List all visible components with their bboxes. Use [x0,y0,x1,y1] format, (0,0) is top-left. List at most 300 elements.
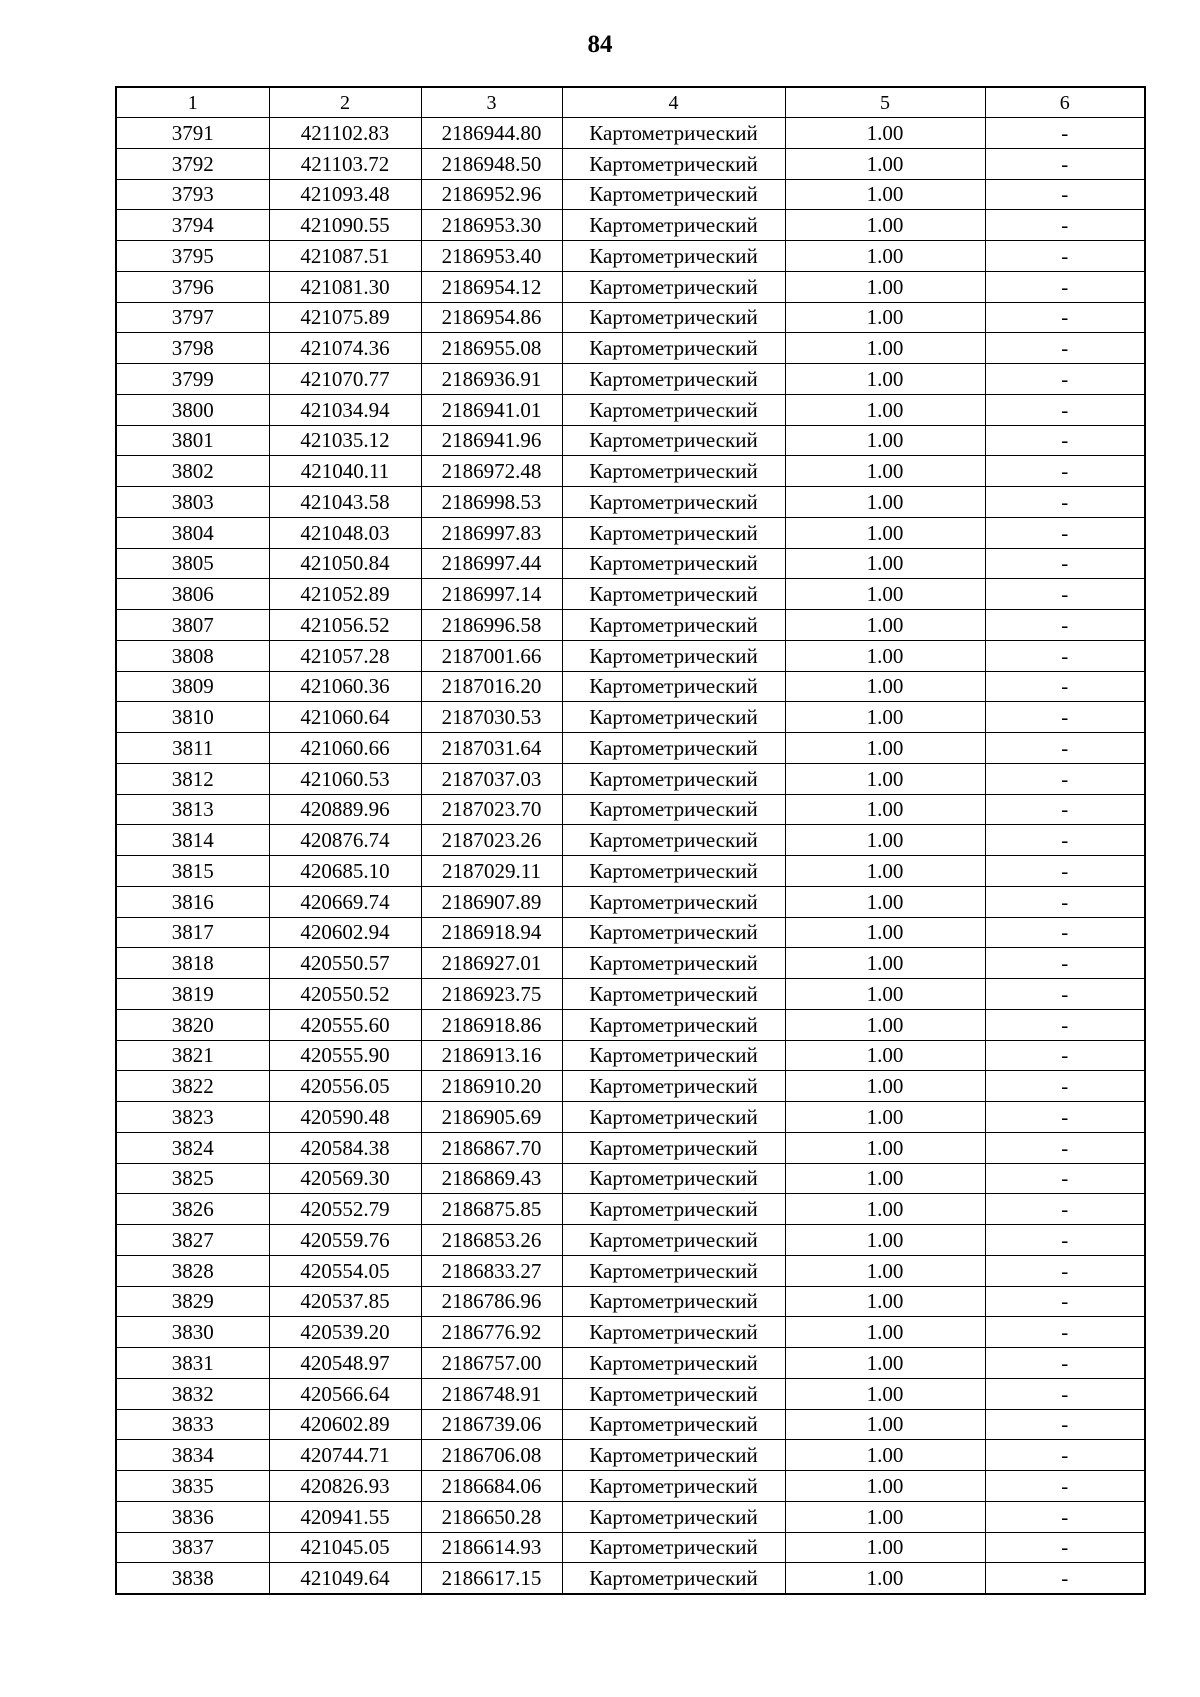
accuracy-cell: 1.00 [785,456,985,487]
accuracy-cell: 1.00 [785,1225,985,1256]
y-coordinate-cell: 2186918.86 [421,1009,562,1040]
note-cell: - [985,487,1145,518]
y-coordinate-cell: 2186998.53 [421,487,562,518]
y-coordinate-cell: 2186952.96 [421,179,562,210]
table-row [116,425,1145,456]
note-cell: - [985,886,1145,917]
note-cell: - [985,917,1145,948]
x-coordinate-cell: 421081.30 [269,271,421,302]
y-coordinate-cell: 2186954.12 [421,271,562,302]
table-row [116,794,1145,825]
point-number-cell: 3834 [116,1440,269,1471]
note-cell: - [985,610,1145,641]
method-cell: Картометрический [562,886,785,917]
coordinates-table [115,86,1146,1595]
table-row [116,1163,1145,1194]
table-row [116,456,1145,487]
x-coordinate-cell: 420941.55 [269,1501,421,1532]
method-cell: Картометрический [562,1225,785,1256]
y-coordinate-cell: 2186867.70 [421,1132,562,1163]
y-coordinate-cell: 2186997.14 [421,579,562,610]
note-cell: - [985,1501,1145,1532]
method-cell: Картометрический [562,394,785,425]
point-number-cell: 3826 [116,1194,269,1225]
x-coordinate-cell: 421034.94 [269,394,421,425]
note-cell: - [985,702,1145,733]
method-cell: Картометрический [562,1563,785,1594]
point-number-cell: 3805 [116,548,269,579]
y-coordinate-cell: 2186748.91 [421,1378,562,1409]
y-coordinate-cell: 2186910.20 [421,1071,562,1102]
x-coordinate-cell: 420539.20 [269,1317,421,1348]
accuracy-cell: 1.00 [785,118,985,149]
y-coordinate-cell: 2186955.08 [421,333,562,364]
note-cell: - [985,1440,1145,1471]
method-cell: Картометрический [562,1255,785,1286]
note-cell: - [985,1194,1145,1225]
y-coordinate-cell: 2187031.64 [421,733,562,764]
accuracy-cell: 1.00 [785,702,985,733]
table-row [116,271,1145,302]
column-header: 6 [985,87,1145,118]
point-number-cell: 3792 [116,148,269,179]
method-cell: Картометрический [562,671,785,702]
x-coordinate-cell: 421070.77 [269,364,421,395]
method-cell: Картометрический [562,1040,785,1071]
x-coordinate-cell: 421060.66 [269,733,421,764]
accuracy-cell: 1.00 [785,1102,985,1133]
note-cell: - [985,364,1145,395]
column-header: 1 [116,87,269,118]
note-cell: - [985,640,1145,671]
x-coordinate-cell: 421040.11 [269,456,421,487]
x-coordinate-cell: 420826.93 [269,1471,421,1502]
page-number: 84 [587,31,613,58]
table-row [116,118,1145,149]
x-coordinate-cell: 420559.76 [269,1225,421,1256]
table-row [116,1440,1145,1471]
note-cell: - [985,241,1145,272]
x-coordinate-cell: 420552.79 [269,1194,421,1225]
table-row [116,579,1145,610]
point-number-cell: 3796 [116,271,269,302]
y-coordinate-cell: 2186907.89 [421,886,562,917]
accuracy-cell: 1.00 [785,1348,985,1379]
accuracy-cell: 1.00 [785,1501,985,1532]
table-row [116,333,1145,364]
column-header: 4 [562,87,785,118]
accuracy-cell: 1.00 [785,364,985,395]
point-number-cell: 3807 [116,610,269,641]
x-coordinate-cell: 421060.64 [269,702,421,733]
point-number-cell: 3830 [116,1317,269,1348]
note-cell: - [985,1009,1145,1040]
method-cell: Картометрический [562,1132,785,1163]
method-cell: Картометрический [562,1163,785,1194]
point-number-cell: 3798 [116,333,269,364]
y-coordinate-cell: 2186786.96 [421,1286,562,1317]
accuracy-cell: 1.00 [785,671,985,702]
y-coordinate-cell: 2186954.86 [421,302,562,333]
point-number-cell: 3835 [116,1471,269,1502]
note-cell: - [985,1409,1145,1440]
column-header: 5 [785,87,985,118]
accuracy-cell: 1.00 [785,917,985,948]
method-cell: Картометрический [562,302,785,333]
y-coordinate-cell: 2186739.06 [421,1409,562,1440]
note-cell: - [985,517,1145,548]
table-header-row [116,87,1145,118]
table-row [116,1348,1145,1379]
accuracy-cell: 1.00 [785,610,985,641]
table-row [116,1040,1145,1071]
y-coordinate-cell: 2186997.44 [421,548,562,579]
x-coordinate-cell: 420602.94 [269,917,421,948]
note-cell: - [985,302,1145,333]
method-cell: Картометрический [562,1102,785,1133]
table-body [116,118,1145,1595]
point-number-cell: 3791 [116,118,269,149]
accuracy-cell: 1.00 [785,1255,985,1286]
point-number-cell: 3832 [116,1378,269,1409]
method-cell: Картометрический [562,702,785,733]
note-cell: - [985,1255,1145,1286]
accuracy-cell: 1.00 [785,979,985,1010]
accuracy-cell: 1.00 [785,148,985,179]
y-coordinate-cell: 2187029.11 [421,856,562,887]
y-coordinate-cell: 2186923.75 [421,979,562,1010]
method-cell: Картометрический [562,979,785,1010]
accuracy-cell: 1.00 [785,517,985,548]
x-coordinate-cell: 420556.05 [269,1071,421,1102]
method-cell: Картометрический [562,763,785,794]
table-row [116,856,1145,887]
method-cell: Картометрический [562,1071,785,1102]
accuracy-cell: 1.00 [785,1409,985,1440]
table-row [116,364,1145,395]
note-cell: - [985,333,1145,364]
accuracy-cell: 1.00 [785,1440,985,1471]
y-coordinate-cell: 2186918.94 [421,917,562,948]
x-coordinate-cell: 420554.05 [269,1255,421,1286]
x-coordinate-cell: 421057.28 [269,640,421,671]
note-cell: - [985,579,1145,610]
accuracy-cell: 1.00 [785,1194,985,1225]
accuracy-cell: 1.00 [785,640,985,671]
note-cell: - [985,179,1145,210]
point-number-cell: 3833 [116,1409,269,1440]
y-coordinate-cell: 2186650.28 [421,1501,562,1532]
note-cell: - [985,1132,1145,1163]
point-number-cell: 3821 [116,1040,269,1071]
note-cell: - [985,763,1145,794]
note-cell: - [985,1317,1145,1348]
x-coordinate-cell: 421093.48 [269,179,421,210]
table-row [116,763,1145,794]
x-coordinate-cell: 421035.12 [269,425,421,456]
accuracy-cell: 1.00 [785,241,985,272]
x-coordinate-cell: 420548.97 [269,1348,421,1379]
point-number-cell: 3824 [116,1132,269,1163]
method-cell: Картометрический [562,364,785,395]
method-cell: Картометрический [562,148,785,179]
point-number-cell: 3799 [116,364,269,395]
y-coordinate-cell: 2186953.40 [421,241,562,272]
table-row [116,548,1145,579]
accuracy-cell: 1.00 [785,333,985,364]
point-number-cell: 3815 [116,856,269,887]
x-coordinate-cell: 421056.52 [269,610,421,641]
table-row [116,917,1145,948]
point-number-cell: 3801 [116,425,269,456]
x-coordinate-cell: 421090.55 [269,210,421,241]
method-cell: Картометрический [562,1194,785,1225]
point-number-cell: 3822 [116,1071,269,1102]
x-coordinate-cell: 421052.89 [269,579,421,610]
accuracy-cell: 1.00 [785,1317,985,1348]
point-number-cell: 3797 [116,302,269,333]
table-row [116,148,1145,179]
x-coordinate-cell: 420566.64 [269,1378,421,1409]
note-cell: - [985,1163,1145,1194]
x-coordinate-cell: 420537.85 [269,1286,421,1317]
note-cell: - [985,548,1145,579]
method-cell: Картометрический [562,1501,785,1532]
accuracy-cell: 1.00 [785,302,985,333]
accuracy-cell: 1.00 [785,210,985,241]
table-row [116,1102,1145,1133]
y-coordinate-cell: 2186944.80 [421,118,562,149]
method-cell: Картометрический [562,1009,785,1040]
point-number-cell: 3794 [116,210,269,241]
accuracy-cell: 1.00 [785,1286,985,1317]
y-coordinate-cell: 2186684.06 [421,1471,562,1502]
method-cell: Картометрический [562,210,785,241]
point-number-cell: 3819 [116,979,269,1010]
y-coordinate-cell: 2187016.20 [421,671,562,702]
method-cell: Картометрический [562,487,785,518]
table-row [116,394,1145,425]
method-cell: Картометрический [562,333,785,364]
method-cell: Картометрический [562,948,785,979]
note-cell: - [985,1532,1145,1563]
y-coordinate-cell: 2186936.91 [421,364,562,395]
accuracy-cell: 1.00 [785,425,985,456]
accuracy-cell: 1.00 [785,179,985,210]
table-row [116,487,1145,518]
note-cell: - [985,979,1145,1010]
x-coordinate-cell: 420889.96 [269,794,421,825]
accuracy-cell: 1.00 [785,1163,985,1194]
y-coordinate-cell: 2187037.03 [421,763,562,794]
y-coordinate-cell: 2186833.27 [421,1255,562,1286]
method-cell: Картометрический [562,241,785,272]
accuracy-cell: 1.00 [785,579,985,610]
note-cell: - [985,856,1145,887]
note-cell: - [985,1471,1145,1502]
note-cell: - [985,1378,1145,1409]
point-number-cell: 3808 [116,640,269,671]
accuracy-cell: 1.00 [785,1009,985,1040]
point-number-cell: 3803 [116,487,269,518]
y-coordinate-cell: 2187023.70 [421,794,562,825]
accuracy-cell: 1.00 [785,733,985,764]
table-row [116,517,1145,548]
note-cell: - [985,271,1145,302]
method-cell: Картометрический [562,425,785,456]
accuracy-cell: 1.00 [785,794,985,825]
x-coordinate-cell: 421049.64 [269,1563,421,1594]
table-row [116,1009,1145,1040]
note-cell: - [985,948,1145,979]
y-coordinate-cell: 2186776.92 [421,1317,562,1348]
accuracy-cell: 1.00 [785,1132,985,1163]
method-cell: Картометрический [562,825,785,856]
table-row [116,948,1145,979]
y-coordinate-cell: 2187030.53 [421,702,562,733]
accuracy-cell: 1.00 [785,394,985,425]
x-coordinate-cell: 421087.51 [269,241,421,272]
note-cell: - [985,148,1145,179]
note-cell: - [985,1348,1145,1379]
y-coordinate-cell: 2186927.01 [421,948,562,979]
table-row [116,302,1145,333]
x-coordinate-cell: 421075.89 [269,302,421,333]
x-coordinate-cell: 420590.48 [269,1102,421,1133]
point-number-cell: 3800 [116,394,269,425]
note-cell: - [985,456,1145,487]
method-cell: Картометрический [562,1409,785,1440]
point-number-cell: 3809 [116,671,269,702]
method-cell: Картометрический [562,1378,785,1409]
point-number-cell: 3825 [116,1163,269,1194]
y-coordinate-cell: 2186997.83 [421,517,562,548]
method-cell: Картометрический [562,610,785,641]
method-cell: Картометрический [562,1440,785,1471]
table-row [116,1071,1145,1102]
method-cell: Картометрический [562,794,785,825]
y-coordinate-cell: 2186757.00 [421,1348,562,1379]
point-number-cell: 3831 [116,1348,269,1379]
x-coordinate-cell: 420555.60 [269,1009,421,1040]
y-coordinate-cell: 2187023.26 [421,825,562,856]
point-number-cell: 3804 [116,517,269,548]
method-cell: Картометрический [562,1532,785,1563]
note-cell: - [985,1225,1145,1256]
accuracy-cell: 1.00 [785,548,985,579]
y-coordinate-cell: 2186905.69 [421,1102,562,1133]
column-header: 3 [421,87,562,118]
method-cell: Картометрический [562,271,785,302]
point-number-cell: 3810 [116,702,269,733]
point-number-cell: 3836 [116,1501,269,1532]
table-row [116,733,1145,764]
y-coordinate-cell: 2187001.66 [421,640,562,671]
x-coordinate-cell: 420584.38 [269,1132,421,1163]
method-cell: Картометрический [562,456,785,487]
x-coordinate-cell: 420744.71 [269,1440,421,1471]
accuracy-cell: 1.00 [785,825,985,856]
note-cell: - [985,210,1145,241]
column-header: 2 [269,87,421,118]
table-row [116,179,1145,210]
note-cell: - [985,1071,1145,1102]
table-row [116,1501,1145,1532]
point-number-cell: 3795 [116,241,269,272]
y-coordinate-cell: 2186614.93 [421,1532,562,1563]
point-number-cell: 3827 [116,1225,269,1256]
table-row [116,671,1145,702]
table-row [116,979,1145,1010]
method-cell: Картометрический [562,640,785,671]
x-coordinate-cell: 421102.83 [269,118,421,149]
table-row [116,210,1145,241]
y-coordinate-cell: 2186941.01 [421,394,562,425]
accuracy-cell: 1.00 [785,886,985,917]
y-coordinate-cell: 2186913.16 [421,1040,562,1071]
point-number-cell: 3816 [116,886,269,917]
method-cell: Картометрический [562,856,785,887]
y-coordinate-cell: 2186972.48 [421,456,562,487]
table-row [116,1194,1145,1225]
method-cell: Картометрический [562,1348,785,1379]
y-coordinate-cell: 2186941.96 [421,425,562,456]
method-cell: Картометрический [562,118,785,149]
y-coordinate-cell: 2186869.43 [421,1163,562,1194]
accuracy-cell: 1.00 [785,1563,985,1594]
x-coordinate-cell: 420685.10 [269,856,421,887]
point-number-cell: 3838 [116,1563,269,1594]
method-cell: Картометрический [562,733,785,764]
note-cell: - [985,425,1145,456]
accuracy-cell: 1.00 [785,856,985,887]
note-cell: - [985,1286,1145,1317]
accuracy-cell: 1.00 [785,487,985,518]
x-coordinate-cell: 421103.72 [269,148,421,179]
method-cell: Картометрический [562,1471,785,1502]
note-cell: - [985,794,1145,825]
x-coordinate-cell: 420550.52 [269,979,421,1010]
accuracy-cell: 1.00 [785,1471,985,1502]
x-coordinate-cell: 421074.36 [269,333,421,364]
table-row [116,1409,1145,1440]
point-number-cell: 3817 [116,917,269,948]
table-row [116,610,1145,641]
note-cell: - [985,1102,1145,1133]
x-coordinate-cell: 420569.30 [269,1163,421,1194]
accuracy-cell: 1.00 [785,1532,985,1563]
point-number-cell: 3813 [116,794,269,825]
point-number-cell: 3823 [116,1102,269,1133]
point-number-cell: 3793 [116,179,269,210]
x-coordinate-cell: 420550.57 [269,948,421,979]
accuracy-cell: 1.00 [785,763,985,794]
method-cell: Картометрический [562,517,785,548]
point-number-cell: 3820 [116,1009,269,1040]
method-cell: Картометрический [562,917,785,948]
y-coordinate-cell: 2186996.58 [421,610,562,641]
table-row [116,702,1145,733]
point-number-cell: 3802 [116,456,269,487]
accuracy-cell: 1.00 [785,271,985,302]
y-coordinate-cell: 2186853.26 [421,1225,562,1256]
y-coordinate-cell: 2186953.30 [421,210,562,241]
method-cell: Картометрический [562,1286,785,1317]
point-number-cell: 3806 [116,579,269,610]
accuracy-cell: 1.00 [785,948,985,979]
table-row [116,1255,1145,1286]
table-row [116,640,1145,671]
